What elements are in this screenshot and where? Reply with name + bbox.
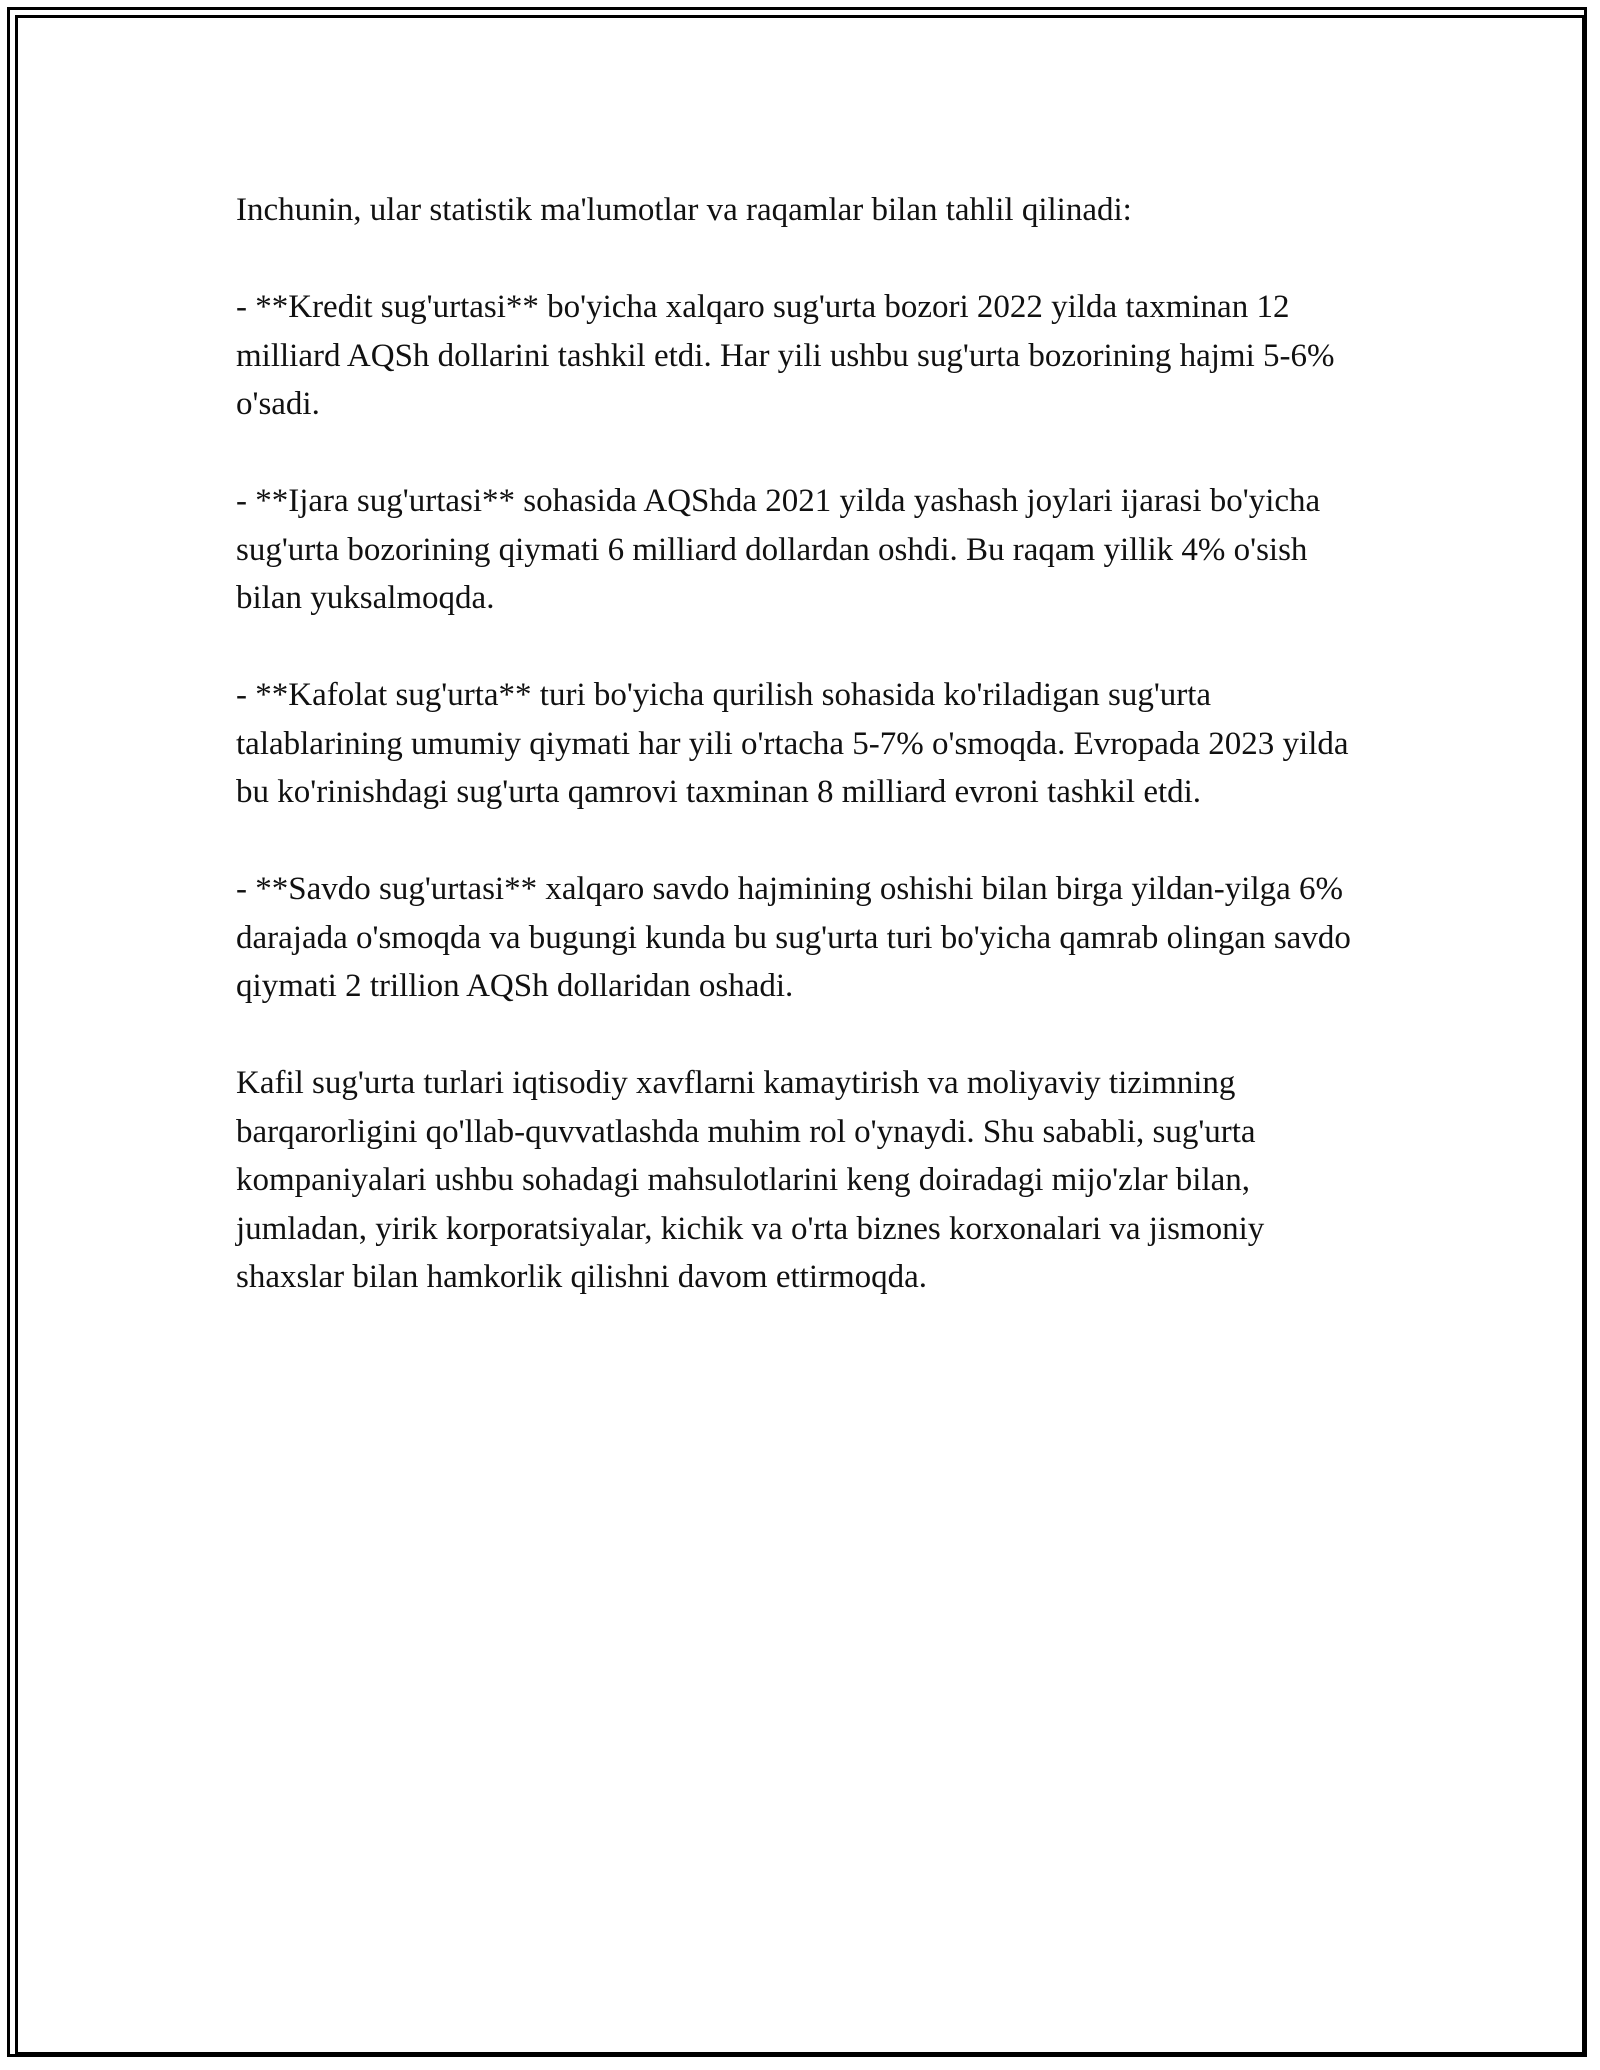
document-body (236, 186, 1376, 1302)
credit-insurance-paragraph: - **Kredit sug'urtasi** bo'yicha xalqaro sug'urta bozori 2022 yilda taxminan 12 milliard AQSh dollarini tashkil etdi. Har yili ushbu sug'urta bozorining hajmi 5-6% o'sadi. (236, 289, 1335, 422)
conclusion-paragraph: Kafil sug'urta turlari iqtisodiy xavflarni kamaytirish va moliyaviy tizimning barqarorligini qo'llab-quvvatlashda muhim rol o'ynaydi. Shu sababli, sug'urta kompaniyalari ushbu sohadagi mahsulotlarini keng doiradagi mijo'zlar bilan, jumladan, yirik korporatsiyalar, kichik va o'rta biznes korxonalari va jismoniy shaxslar bilan hamkorlik qilishni davom ettirmoqda. (236, 1065, 1265, 1295)
trade-insurance-paragraph: - **Savdo sug'urtasi** xalqaro savdo hajmining oshishi bilan birga yildan-yilga 6% darajada o'smoqda va bugungi kunda bu sug'urta turi bo'yicha qamrab olingan savdo qiymati 2 trillion AQSh dollaridan oshadi. (236, 871, 1351, 1004)
rent-insurance-paragraph: - **Ijara sug'urtasi** sohasida AQShda 2021 yilda yashash joylari ijarasi bo'yicha sug'urta bozorining qiymati 6 milliard dollardan oshdi. Bu raqam yillik 4% o'sish bilan yuksalmoqda. (236, 483, 1321, 616)
guarantee-insurance-paragraph: - **Kafolat sug'urta** turi bo'yicha qurilish sohasida ko'riladigan sug'urta talablarining umumiy qiymati har yili o'rtacha 5-7% o'smoqda. Evropada 2023 yilda bu ko'rinishdagi sug'urta qamrovi taxminan 8 milliard evroni tashkil etdi. (236, 677, 1349, 810)
intro-paragraph: Inchunin, ular statistik ma'lumotlar va raqamlar bilan tahlil qilinadi: (236, 192, 1132, 228)
